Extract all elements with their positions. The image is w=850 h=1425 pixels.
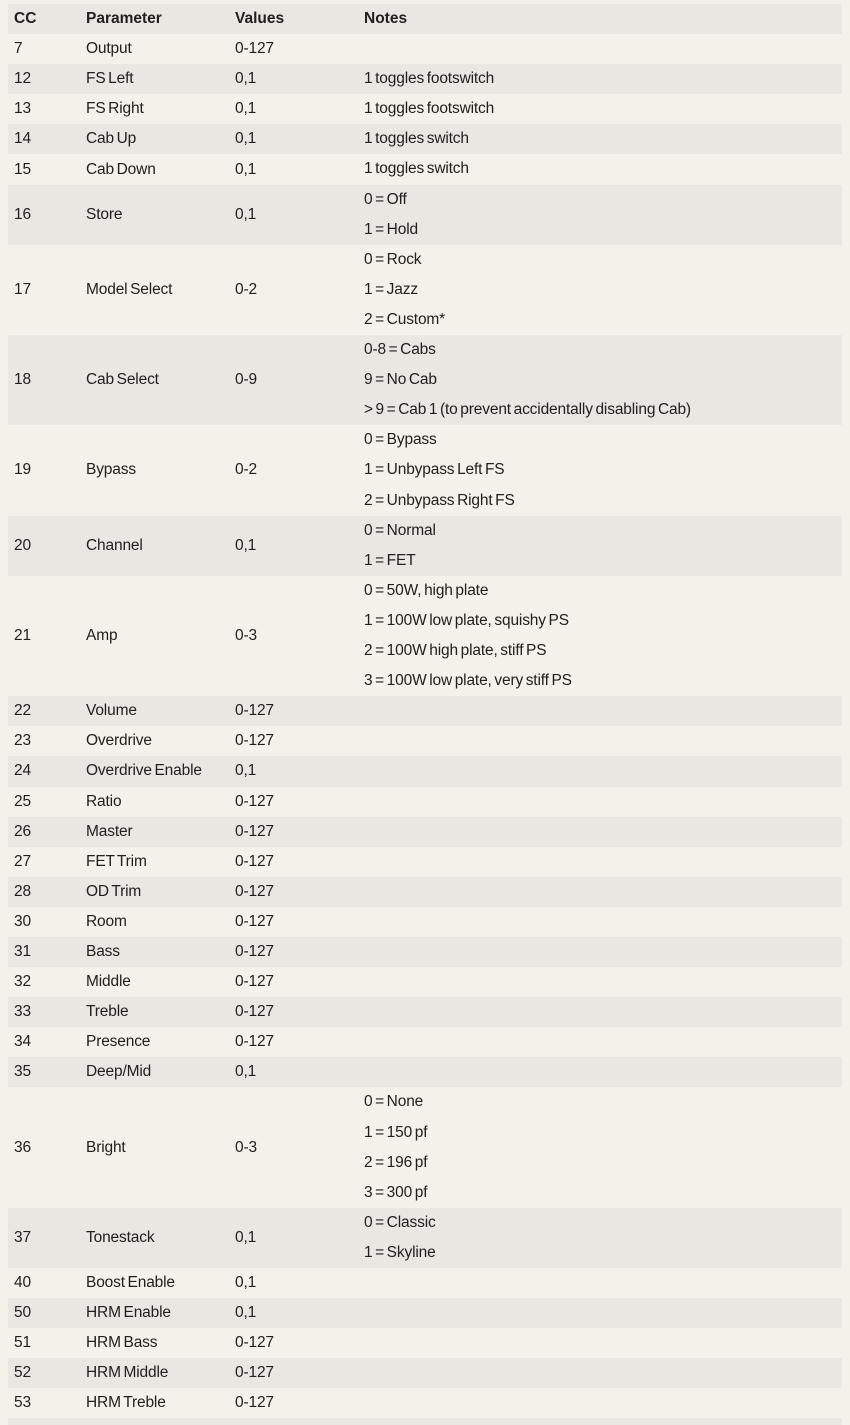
table-row: [8, 1298, 842, 1328]
parameter-cell: FS Left: [86, 70, 134, 88]
values-cell: 0,1: [235, 1063, 257, 1081]
parameter-cell: Amp: [86, 627, 118, 645]
table-row: [8, 756, 842, 786]
notes-cell: [364, 154, 842, 184]
parameter-cell: HRM Enable: [86, 1304, 171, 1322]
cc-cell: 52: [14, 1364, 31, 1382]
note-line: > 9 = Cab 1 (to prevent accidentally disabling Cab): [364, 401, 691, 419]
notes-cell: [364, 1208, 842, 1268]
table-row: [8, 335, 842, 425]
values-cell: 0-127: [235, 943, 274, 961]
table-row: [8, 1027, 842, 1057]
parameter-cell: Deep/Mid: [86, 1063, 152, 1081]
table-row: [8, 124, 842, 154]
note-line: 1 toggles footswitch: [364, 70, 495, 88]
notes-cell: [364, 94, 842, 124]
cc-cell: 26: [14, 822, 31, 840]
values-cell: 0-127: [235, 732, 274, 750]
cc-cell: 32: [14, 973, 31, 991]
table-row: [8, 696, 842, 726]
values-cell: 0-127: [235, 702, 274, 720]
values-cell: 0,1: [235, 205, 257, 223]
parameter-cell: Cab Up: [86, 130, 137, 148]
table-row: [8, 907, 842, 937]
values-cell: 0,1: [235, 1304, 257, 1322]
parameter-cell: Overdrive Enable: [86, 762, 202, 780]
note-line: 1 = 100W low plate, squishy PS: [364, 611, 569, 629]
table-row: [8, 34, 842, 64]
parameter-cell: HRM Middle: [86, 1364, 169, 1382]
notes-cell: [364, 245, 842, 335]
cc-cell: 12: [14, 70, 31, 88]
note-line: 1 toggles switch: [364, 160, 469, 178]
notes-cell: [364, 1087, 842, 1207]
cc-cell: 34: [14, 1033, 31, 1051]
cc-cell: 51: [14, 1334, 31, 1352]
values-cell: 0-3: [235, 1138, 257, 1156]
notes-cell: [364, 576, 842, 696]
values-cell: 0-127: [235, 882, 274, 900]
table-header-row: [8, 4, 842, 34]
table-row: [8, 1057, 842, 1087]
table-row: [8, 185, 842, 245]
note-line: 1 toggles switch: [364, 130, 469, 148]
parameter-cell: Model Select: [86, 280, 173, 298]
column-header-cc: CC: [14, 10, 37, 28]
values-cell: 0,1: [235, 100, 257, 118]
values-cell: 0,1: [235, 536, 257, 554]
parameter-cell: Boost Enable: [86, 1274, 175, 1292]
note-line: 0 = None: [364, 1093, 424, 1111]
cc-cell: 28: [14, 882, 31, 900]
cc-cell: 15: [14, 160, 31, 178]
cc-cell: 7: [14, 40, 23, 58]
cc-cell: 53: [14, 1394, 31, 1412]
parameter-cell: FET Trim: [86, 852, 147, 870]
parameter-cell: OD Trim: [86, 882, 142, 900]
values-cell: 0,1: [235, 160, 257, 178]
table-row: [8, 997, 842, 1027]
column-header-notes: Notes: [364, 10, 408, 28]
cc-cell: 31: [14, 943, 31, 961]
values-cell: 0,1: [235, 1274, 257, 1292]
note-line: 3 = 100W low plate, very stiff PS: [364, 672, 572, 690]
note-line: 1 = Skyline: [364, 1243, 436, 1261]
cc-cell: 17: [14, 280, 31, 298]
table-row: [8, 847, 842, 877]
table-row: [8, 967, 842, 997]
parameter-cell: Presence: [86, 1033, 151, 1051]
note-line: 2 = Custom*: [364, 310, 446, 328]
note-line: 3 = 300 pf: [364, 1183, 428, 1201]
notes-cell: [364, 516, 842, 576]
values-cell: 0-2: [235, 280, 257, 298]
cc-cell: 14: [14, 130, 31, 148]
note-line: 2 = 196 pf: [364, 1153, 428, 1171]
table-row: [8, 576, 842, 696]
cc-cell: 25: [14, 792, 31, 810]
parameter-cell: Cab Down: [86, 160, 156, 178]
parameter-cell: Master: [86, 822, 133, 840]
values-cell: 0-9: [235, 371, 257, 389]
table-row: [8, 937, 842, 967]
cc-cell: 22: [14, 702, 31, 720]
values-cell: 0-3: [235, 627, 257, 645]
notes-cell: [364, 124, 842, 154]
next-row-partial: [8, 1418, 842, 1425]
parameter-cell: Treble: [86, 1003, 129, 1021]
cc-cell: 19: [14, 461, 31, 479]
table-row: [8, 154, 842, 184]
cc-cell: 35: [14, 1063, 31, 1081]
values-cell: 0,1: [235, 70, 257, 88]
column-header-values: Values: [235, 10, 285, 28]
cc-cell: 30: [14, 912, 31, 930]
cc-cell: 40: [14, 1274, 31, 1292]
cc-cell: 37: [14, 1228, 31, 1246]
table-row: [8, 877, 842, 907]
parameter-cell: Ratio: [86, 792, 122, 810]
parameter-cell: Bypass: [86, 461, 136, 479]
table-body: [0, 34, 850, 1418]
note-line: 0 = Rock: [364, 250, 422, 268]
table-row: [8, 245, 842, 335]
values-cell: 0-127: [235, 1364, 274, 1382]
table-row: [8, 425, 842, 515]
parameter-cell: Overdrive: [86, 732, 152, 750]
parameter-cell: Output: [86, 40, 132, 58]
parameter-cell: Tonestack: [86, 1228, 155, 1246]
table-row: [8, 1328, 842, 1358]
table-row: [8, 64, 842, 94]
values-cell: 0,1: [235, 1228, 257, 1246]
note-line: 0 = Off: [364, 190, 407, 208]
values-cell: 0-127: [235, 40, 274, 58]
column-header-parameter: Parameter: [86, 10, 162, 28]
cc-cell: 33: [14, 1003, 31, 1021]
table-row: [8, 516, 842, 576]
cc-cell: 20: [14, 536, 31, 554]
table-row: [8, 726, 842, 756]
cc-cell: 23: [14, 732, 31, 750]
table-row: [8, 1087, 842, 1207]
values-cell: 0-127: [235, 1003, 274, 1021]
parameter-cell: Channel: [86, 536, 143, 554]
values-cell: 0-127: [235, 973, 274, 991]
cc-cell: 27: [14, 852, 31, 870]
note-line: 1 = Unbypass Left FS: [364, 461, 505, 479]
cc-cell: 16: [14, 205, 31, 223]
notes-cell: [364, 335, 842, 425]
values-cell: 0,1: [235, 130, 257, 148]
table-row: [8, 1268, 842, 1298]
cc-cell: 21: [14, 627, 31, 645]
table-row: [8, 1388, 842, 1418]
parameter-cell: Store: [86, 205, 123, 223]
values-cell: 0-127: [235, 912, 274, 930]
values-cell: 0-127: [235, 852, 274, 870]
note-line: 0 = 50W, high plate: [364, 581, 489, 599]
table-row: [8, 1208, 842, 1268]
cc-cell: 13: [14, 100, 31, 118]
table-row: [8, 787, 842, 817]
parameter-cell: Cab Select: [86, 371, 159, 389]
note-line: 0 = Bypass: [364, 431, 437, 449]
values-cell: 0-2: [235, 461, 257, 479]
values-cell: 0-127: [235, 822, 274, 840]
note-line: 9 = No Cab: [364, 371, 437, 389]
note-line: 0 = Classic: [364, 1213, 436, 1231]
values-cell: 0-127: [235, 792, 274, 810]
table-row: [8, 1358, 842, 1388]
note-line: 1 = Jazz: [364, 280, 418, 298]
values-cell: 0-127: [235, 1033, 274, 1051]
cc-cell: 50: [14, 1304, 31, 1322]
cc-cell: 36: [14, 1138, 31, 1156]
values-cell: 0-127: [235, 1394, 274, 1412]
values-cell: 0-127: [235, 1334, 274, 1352]
note-line: 0 = Normal: [364, 521, 436, 539]
cc-cell: 18: [14, 371, 31, 389]
notes-cell: [364, 185, 842, 245]
note-line: 2 = Unbypass Right FS: [364, 491, 515, 509]
parameter-cell: HRM Bass: [86, 1334, 158, 1352]
parameter-cell: Bass: [86, 943, 120, 961]
note-line: 2 = 100W high plate, stiff PS: [364, 642, 547, 660]
values-cell: 0,1: [235, 762, 257, 780]
parameter-cell: HRM Treble: [86, 1394, 166, 1412]
parameter-cell: Room: [86, 912, 127, 930]
table-row: [8, 817, 842, 847]
parameter-cell: Middle: [86, 973, 131, 991]
parameter-cell: Bright: [86, 1138, 126, 1156]
parameter-cell: FS Right: [86, 100, 144, 118]
note-line: 1 toggles footswitch: [364, 100, 495, 118]
table-row: [8, 94, 842, 124]
cc-cell: 24: [14, 762, 31, 780]
note-line: 1 = FET: [364, 551, 416, 569]
notes-cell: [364, 425, 842, 515]
notes-cell: [364, 64, 842, 94]
note-line: 1 = 150 pf: [364, 1123, 428, 1141]
note-line: 0-8 = Cabs: [364, 341, 436, 359]
note-line: 1 = Hold: [364, 220, 418, 238]
parameter-cell: Volume: [86, 702, 137, 720]
